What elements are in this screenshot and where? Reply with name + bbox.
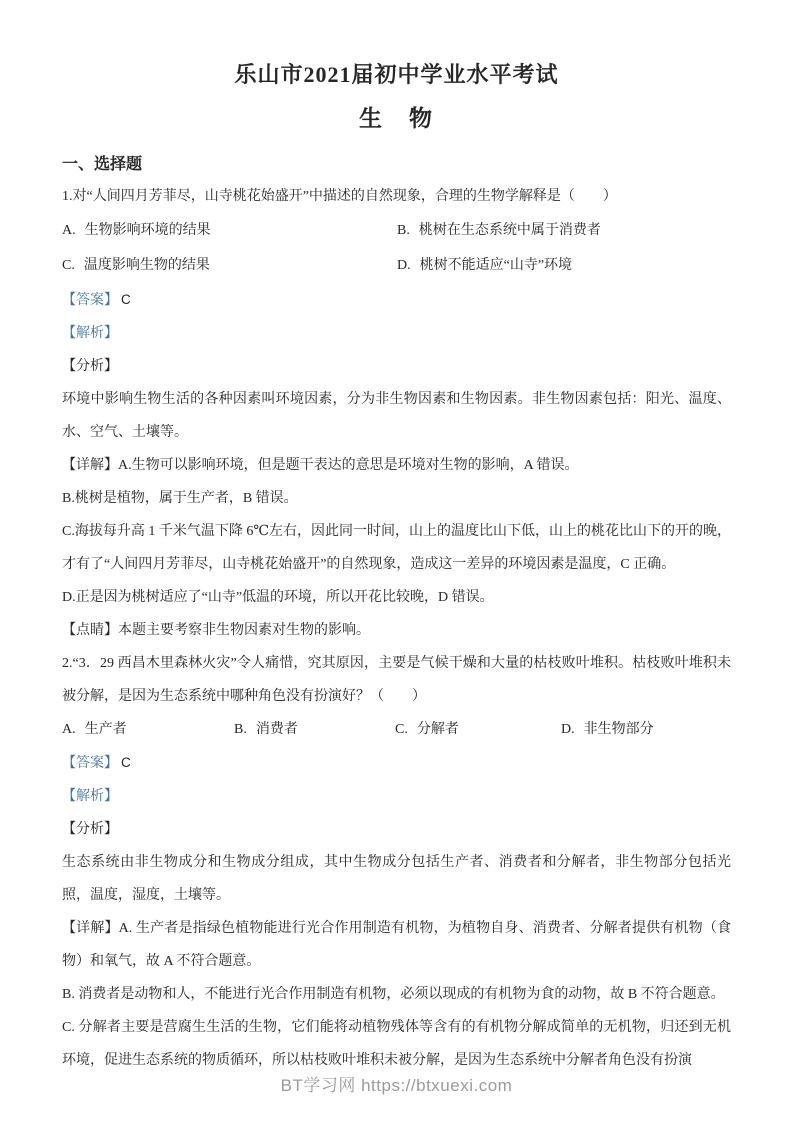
option-d-label: D. — [561, 722, 575, 737]
option-d — [397, 248, 731, 283]
option-d-text: 非生物部分 — [583, 722, 654, 737]
option-b-label: B. — [234, 722, 247, 737]
option-c-text: 分解者 — [416, 722, 459, 737]
answer-line — [62, 746, 731, 780]
option-c — [62, 248, 397, 283]
jiexi-label: 【解析】 — [62, 789, 118, 804]
option-a-text: 生物影响环境的结果 — [84, 223, 211, 238]
xiangjie-paragraph: B.桃树是植物，属于生产者，B 错误。 — [62, 491, 298, 506]
option-d — [561, 713, 731, 746]
xiangjie-paragraph: C.海拔每升高 1 千米气温下降 6℃左右，因此同一时间，山上的温度比山下低，山上的桃花比山下的开的晚，才有了“人间四月芳菲尽，山寺桃花始盛开”的自然现象，造成这一差异的环境因素是温度，C 正确。 — [62, 524, 731, 572]
xiangjie-paragraph: D.正是因为桃树适应了“山寺”低温的环境，所以开花比较晚，D 错误。 — [62, 590, 494, 605]
option-b-text: 消费者 — [255, 722, 298, 737]
option-c — [395, 713, 561, 746]
question-1-stem: 1.对“人间四月芳菲尽，山寺桃花始盛开”中描述的自然现象，合理的生物学解释是（ ） — [62, 189, 617, 204]
option-a-text: 生产者 — [84, 722, 127, 737]
option-b — [234, 713, 395, 746]
option-b-text: 桃树在生态系统中属于消费者 — [418, 223, 601, 238]
xiangjie-paragraph: 【详解】A.生物可以影响环境，但是题干表达的意思是环境对生物的影响，A 错误。 — [62, 458, 579, 473]
fenxi-text: 环境中影响生物生活的各种因素叫环境因素，分为非生物因素和生物因素。非生物因素包括：阳光、温度、水、空气、土壤等。 — [62, 392, 731, 440]
footer-text: BT学习网 https://btxuexi.com — [280, 1076, 513, 1095]
section-heading: 一、选择题 — [62, 156, 143, 173]
fenxi-label: 【分析】 — [62, 822, 118, 837]
option-a — [62, 213, 397, 248]
option-a-label: A. — [62, 722, 76, 737]
answer-line — [62, 283, 731, 317]
answer-label: 【答案】 — [62, 756, 118, 771]
page-title: 乐山市2021届初中学业水平考试 — [234, 62, 559, 87]
option-a — [62, 713, 234, 746]
option-c-text: 温度影响生物的结果 — [83, 258, 210, 273]
xiangjie-paragraph: C. 分解者主要是营腐生生活的生物，它们能将动植物残体等含有的有机物分解成简单的无机物，归还到无机环境，促进生态系统的物质循环，所以枯枝败叶堆积未被分解，是因为生态系统中分解者角色没有扮演 — [62, 1020, 731, 1068]
jiexi-label: 【解析】 — [62, 326, 118, 341]
answer-value: C — [121, 292, 131, 307]
question-2 — [62, 647, 731, 1077]
fenxi-label: 【分析】 — [62, 359, 118, 374]
question-2-stem: 2.“3．29 西昌木里森林火灾”令人痛惜，究其原因，主要是气候干燥和大量的枯枝败叶堆积。枯枝败叶堆积未被分解，是因为生态系统中哪种角色没有扮演好？（ ） — [62, 656, 731, 704]
xiangjie-paragraph: B. 消费者是动物和人，不能进行光合作用制造有机物，必须以现成的有机物为食的动物，故 B 不符合题意。 — [62, 987, 725, 1002]
option-c-label: C. — [395, 722, 408, 737]
option-d-text: 桃树不能适应“山寺”环境 — [419, 258, 573, 273]
xiangjie-paragraph: 【详解】A. 生产者是指绿色植物能进行光合作用制造有机物，为植物自身、消费者、分解者提供有机物（食物）和氧气，故 A 不符合题意。 — [62, 921, 731, 969]
option-c-label: C. — [62, 258, 75, 273]
dianjing-paragraph: 【点睛】本题主要考察非生物因素对生物的影响。 — [62, 623, 370, 638]
answer-value: C — [121, 755, 131, 770]
option-b-label: B. — [397, 223, 410, 238]
question-2-options — [62, 713, 731, 746]
subject-title: 生 物 — [359, 106, 434, 131]
question-1-options — [62, 213, 731, 283]
option-d-label: D. — [397, 258, 411, 273]
option-b — [397, 213, 731, 248]
footer-watermark — [0, 1071, 793, 1096]
answer-label: 【答案】 — [62, 293, 118, 308]
option-a-label: A. — [62, 223, 76, 238]
fenxi-text: 生态系统由非生物成分和生物成分组成，其中生物成分包括生产者、消费者和分解者，非生物部分包括光照，温度，湿度，土壤等。 — [62, 855, 731, 903]
question-1 — [62, 180, 731, 647]
